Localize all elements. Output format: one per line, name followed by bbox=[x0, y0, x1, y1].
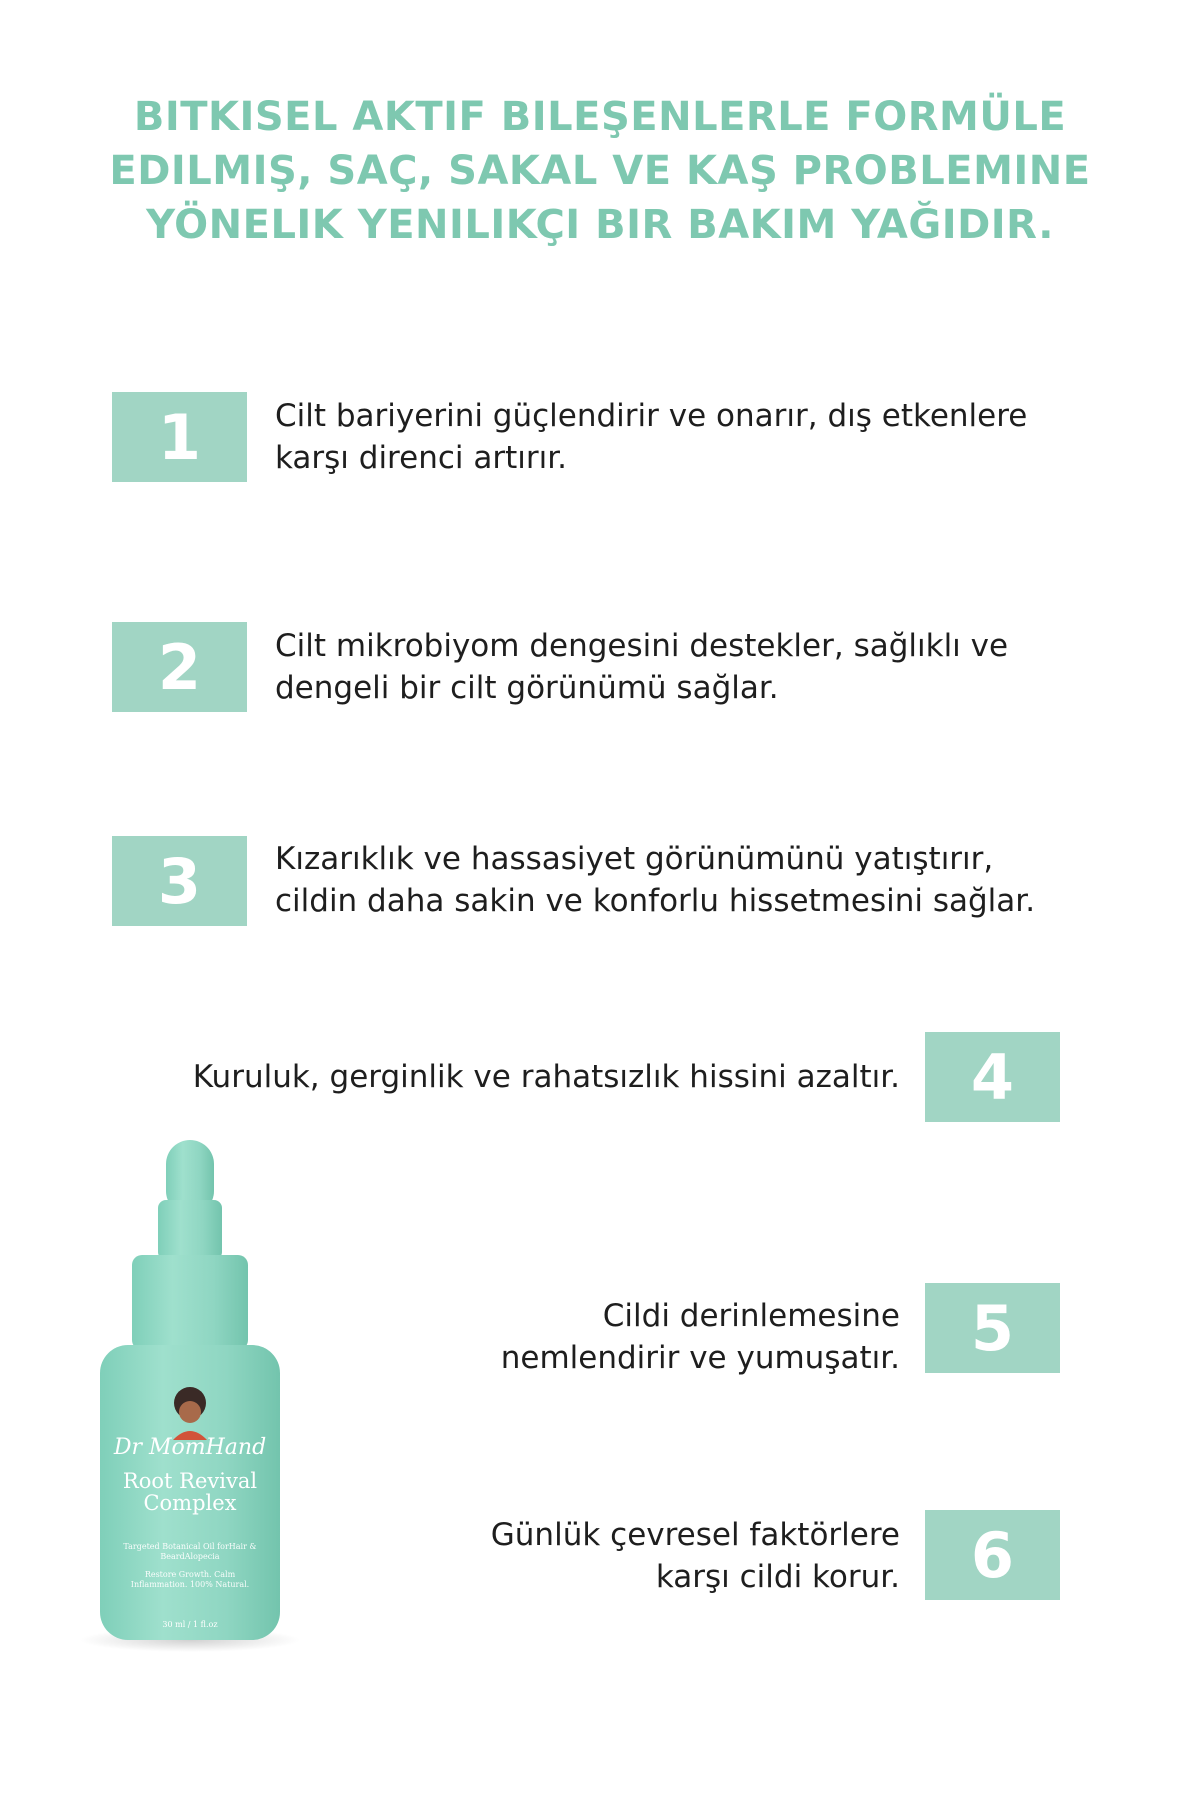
feature-number-badge-3: 3 bbox=[112, 836, 247, 926]
product-subtitle: Targeted Botanical Oil forHair & BeardAlopecia bbox=[123, 1542, 257, 1561]
dropper-collar bbox=[132, 1255, 248, 1350]
feature-text-1 bbox=[275, 395, 1027, 479]
headline-line-3: YÖNELIK YENILIKÇI BIR BAKIM YAĞIDIR. bbox=[146, 202, 1054, 248]
feature-4-line-1: Kuruluk, gerginlik ve rahatsızlık hissini azaltır. bbox=[192, 1059, 900, 1095]
feature-number-badge-4: 4 bbox=[925, 1032, 1060, 1122]
product-volume: 30 ml / 1 fl.oz bbox=[162, 1620, 218, 1629]
product-name: Root Revival Complex bbox=[122, 1469, 258, 1515]
feature-text-3 bbox=[275, 838, 1035, 922]
headline-line-2: EDILMIŞ, SAÇ, SAKAL VE KAŞ PROBLEMINE bbox=[109, 148, 1091, 194]
headline-line-1: BITKISEL AKTIF BILEŞENLERLE FORMÜLE bbox=[133, 94, 1067, 140]
feature-6-line-2: karşı cildi korur. bbox=[655, 1559, 900, 1595]
feature-text-2 bbox=[275, 625, 1008, 709]
feature-6-line-1: Günlük çevresel faktörlere bbox=[490, 1517, 900, 1553]
product-benefits: Restore Growth. Calm Inflammation. 100% Natural. bbox=[130, 1570, 250, 1589]
feature-text-5 bbox=[300, 1295, 900, 1379]
feature-1-line-2: karşı direnci artırır. bbox=[275, 440, 567, 476]
feature-number-badge-1: 1 bbox=[112, 392, 247, 482]
feature-2-line-1: Cilt mikrobiyom dengesini destekler, sağlıklı ve bbox=[275, 628, 1009, 664]
feature-5-line-2: nemlendirir ve yumuşatır. bbox=[500, 1340, 900, 1376]
feature-3-line-1: Kızarıklık ve hassasiyet görünümünü yatıştırır, bbox=[275, 841, 994, 877]
headline bbox=[60, 90, 1140, 252]
feature-text-4 bbox=[100, 1056, 900, 1098]
feature-1-line-1: Cilt bariyerini güçlendirir ve onarır, dış etkenlere bbox=[275, 398, 1028, 434]
product-bottle bbox=[70, 1140, 310, 1660]
feature-number-badge-2: 2 bbox=[112, 622, 247, 712]
feature-5-line-1: Cildi derinlemesine bbox=[602, 1298, 900, 1334]
product-brand: Dr MomHand bbox=[113, 1435, 267, 1460]
feature-number-badge-6: 6 bbox=[925, 1510, 1060, 1600]
feature-2-line-2: dengeli bir cilt görünümü sağlar. bbox=[275, 670, 779, 706]
feature-number-badge-5: 5 bbox=[925, 1283, 1060, 1373]
feature-3-line-2: cildin daha sakin ve konforlu hissetmesini sağlar. bbox=[275, 883, 1036, 919]
feature-text-6 bbox=[300, 1514, 900, 1598]
